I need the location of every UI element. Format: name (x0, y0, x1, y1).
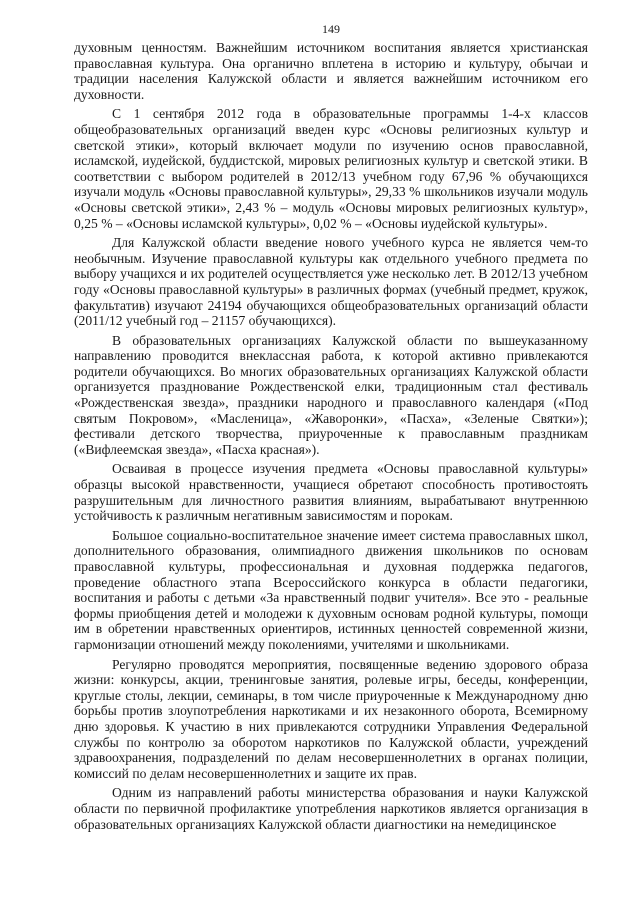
paragraph-3: Для Калужской области введение нового учебного курса не является чем-то необычным. Изучение православной культуры как отдельного учебного предмета по выбору учащихся и их родителей осуществляется уже несколько лет. В 2012/13 учебном году «Основы православной культуры» в различных формах (учебный предмет, кружок, факультатив) изучают 24194 обучающихся общеобразовательных организаций области (2011/12 учебный год – 21157 обучающихся). (74, 235, 588, 329)
body-text (74, 40, 588, 832)
paragraph-7: Регулярно проводятся мероприятия, посвященные ведению здорового образа жизни: конкурсы, акции, тренинговые занятия, ролевые игры, беседы, конференции, круглые столы, лекции, семинары, в том числе приуроченные к Международному дню борьбы против злоупотребления наркотиками и их незаконного оборота, Всемирному дню здоровья. К участию в них привлекаются сотрудники Управления Федеральной службы по контролю за оборотом наркотиков по Калужской области, учреждений здравоохранения, подразделений по делам несовершеннолетних в органах полиции, комиссий по делам несовершеннолетних и защите их прав. (74, 656, 588, 781)
paragraph-8: Одним из направлений работы министерства образования и науки Калужской области по первичной профилактике употребления наркотиков является организация в образовательных организациях Калужской области диагностики на немедицинское (74, 785, 588, 832)
document-page (74, 22, 588, 836)
page-number: 149 (322, 22, 340, 36)
paragraph-4: В образовательных организациях Калужской области по вышеуказанному направлению проводится внеклассная работа, к которой активно привлекаются родители обучающихся. Во многих образовательных организациях Калужской области организуется празднование Рождественской елки, традиционным стал фестиваль «Рождественская звезда», праздники народного и православного календаря («Под святым Покровом», «Масленица», «Жаворонки», «Пасха», «Зеленые Святки»); фестивали детского творчества, приуроченные к православным праздникам («Вифлеемская звезда», «Пасха красная»). (74, 332, 588, 457)
paragraph-6: Большое социально-воспитательное значение имеет система православных школ, дополнительного образования, олимпиадного движения школьников по основам православной культуры, профессиональная и духовная поддержка педагогов, проведение областного этапа Всероссийского конкурса в области педагогики, воспитания и работы с детьми «За нравственный подвиг учителя». Все это - реальные формы приобщения детей и молодежи к духовным основам родной культуры, помощи им в обретении нравственных ориентиров, истинных ценностей современной жизни, гармонизации отношений между поколениями, учителями и школьниками. (74, 527, 588, 652)
paragraph-1: духовным ценностям. Важнейшим источником воспитания является христианская православная культура. Она органично вплетена в историю и культуру, обычаи и традиции населения Калужской области и является важнейшим источником его духовности. (74, 40, 588, 102)
paragraph-5: Осваивая в процессе изучения предмета «Основы православной культуры» образцы высокой нравственности, учащиеся обретают способность противостоять разрушительным для личностного развития влияниям, вырабатывают внутреннюю устойчивость к различным негативным зависимостям и порокам. (74, 461, 588, 524)
paragraph-2: С 1 сентября 2012 года в образовательные программы 1-4-х классов общеобразовательных организаций введен курс «Основы религиозных культур и светской этики», который включает модули по изучению основ православной, исламской, иудейской, буддистской, мировых религиозных культур и светской этики. В соответствии с выбором родителей в 2012/13 учебном году 67,96 % обучающихся изучали модуль «Основы православной культуры», 29,33 % школьников изучали модуль «Основы светской этики», 2,43 % – модуль «Основы мировых религиозных культур», 0,25 % – «Основы исламской культуры», 0,02 % – «Основы иудейской культуры». (74, 106, 588, 231)
